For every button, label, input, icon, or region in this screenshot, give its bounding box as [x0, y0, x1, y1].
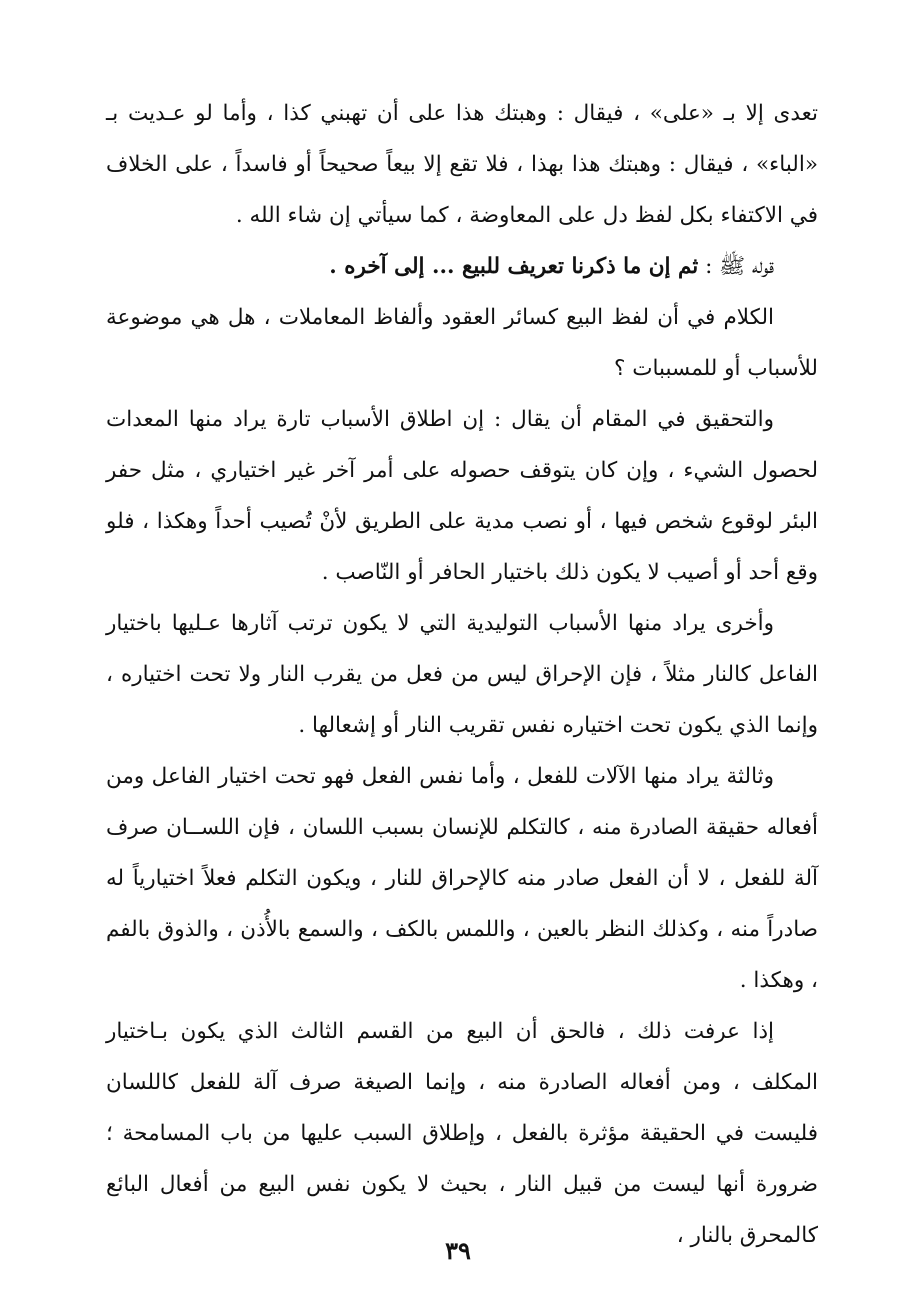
quoted-heading-paragraph [106, 241, 818, 292]
quote-bold-text: ثم إن ما ذكرنا تعريف للبيع ... إلى آخره . [329, 254, 699, 279]
paragraph-first-meaning: والتحقيق في المقام أن يقال : إن اطلاق الأسباب تارة يراد منها المعدات لحصول الشيء ، وإن كان يتوقف حصوله على أمر آخر غير اختياري ، مثل حفر البئر لوقوع شخص فيها ، أو نصب مدية على الطريق لأنْ تُصيب أحداً وهكذا ، فلو وقع أحد أو أصيب لا يكون ذلك باختيار الحافر أو النّاصب . [106, 407, 818, 585]
page-number: ٣٩ [445, 1236, 471, 1265]
paragraph-conclusion: إذا عرفت ذلك ، فالحق أن البيع من القسم الثالث الذي يكون بـاختيار المكلف ، ومن أفعاله الصادرة منه ، وإنما الصيغة صرف آلة للفعل كاللسان فليست في الحقيقة مؤثرة بالفعل ، وإطلاق السبب عليها من باب المسامحة ؛ ضرورة أنها ليست من قبيل النار ، بحيث لا يكون نفس البيع من أفعال البائع كالمحرق بالنار ، [106, 1019, 818, 1248]
paragraph-continuation: تعدى إلا بـ «على» ، فيقال : وهبتك هذا على أن تهبني كذا ، وأما لو عـديت بـ «الباء» ، فيقال : وهبتك هذا بهذا ، فلا تقع إلا بيعاً صحيحاً أو فاسداً ، على الخلاف في الاكتفاء بكل لفظ دل على المعاوضة ، كما سيأتي إن شاء الله . [106, 101, 818, 228]
paragraph-second-meaning: وأخرى يراد منها الأسباب التوليدية التي لا يكون ترتب آثارها عـليها باختيار الفاعل كالنار مثلاً ، فإن الإحراق ليس من فعل من يقرب النار ولا تحت اختياره ، وإنما الذي يكون تحت اختياره نفس تقريب النار أو إشعالها . [106, 611, 818, 738]
quote-lead: قوله ﷺ : [698, 254, 774, 279]
page-body-text [106, 88, 818, 1261]
paragraph-third-meaning: وثالثة يراد منها الآلات للفعل ، وأما نفس الفعل فهو تحت اختيار الفاعل ومن أفعاله حقيقة الصادرة منه ، كالتكلم للإنسان بسبب اللسان ، فإن اللســان صرف آلة للفعل ، لا أن الفعل صادر منه كالإحراق للنار ، ويكون التكلم فعلاً اختيارياً له صادراً منه ، وكذلك النظر بالعين ، واللمس بالكف ، والسمع بالأُذن ، والذوق بالفم ، وهكذا . [106, 764, 818, 993]
paragraph-question: الكلام في أن لفظ البيع كسائر العقود وألفاظ المعاملات ، هل هي موضوعة للأسباب أو للمسببات ؟ [106, 305, 818, 381]
